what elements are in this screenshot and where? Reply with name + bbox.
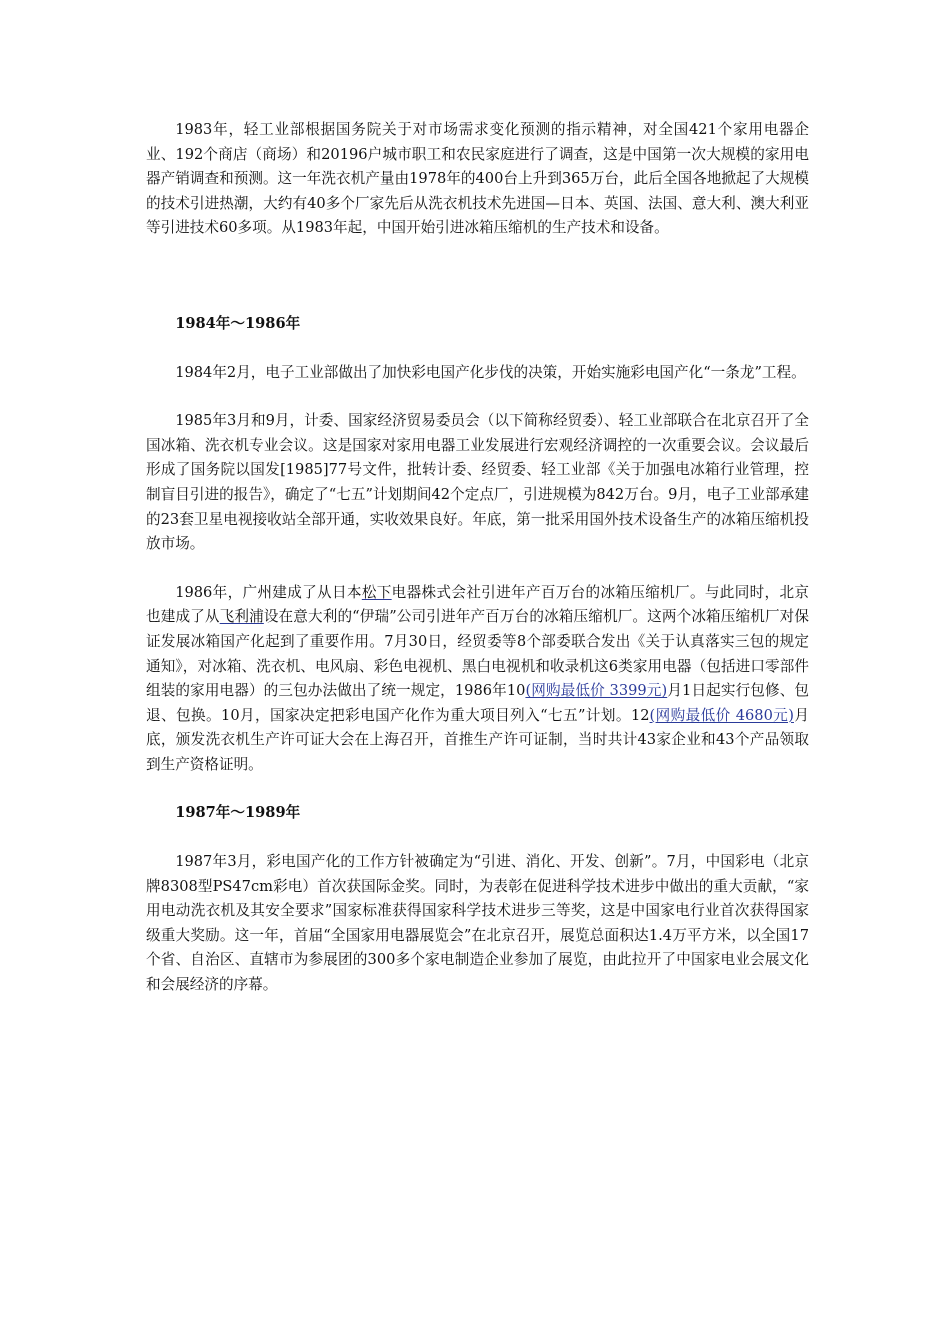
paragraph-1986-text-2: 电器株式会社引进年产百万台的冰箱压缩机厂。与此同时，北京也建成了从 (146, 583, 809, 626)
paragraph-1983: 1983年，轻工业部根据国务院关于对市场需求变化预测的指示精神，对全国421个家用电器企业、192个商店（商场）和20196户城市职工和农民家庭进行了调查，这是中国第一次大规模的家用电器产销调查和预测。这一年洗衣机产量由1978年的400台上升到365万台，此后全国各地掀起了大规模的技术引进热潮，大约有40多个厂家先后从洗衣机技术先进国—日本、英国、法国、意大利、澳大利亚等引进技术60多项。从1983年起，中国开始引进冰箱压缩机的生产技术和设备。 (146, 121, 809, 237)
paragraph-1986-text-4: 月1日起实行包修、包退、包换。10月，国家决定把彩电国产化作为重大项目列入“七五”计划。12 (146, 682, 810, 724)
paragraph-1987: 1987年3月，彩电国产化的工作方针被确定为“引进、消化、开发、创新”。7月，中国彩电（北京牌8308型PS47cm彩电）首次获国际金奖。同时，为表彰在促进科学技术进步中做出的重大贡献，“家用电动洗衣机及其安全要求”国家标准获得国家科学技术进步三等奖，这是中国家电行业首次获得国家级重大奖励。这一年，首届“全国家用电器展览会”在北京召开，展览总面积达1.4万平方米，以全国17个省、自治区、直辖市为参展团的300多个家电制造企业参加了展览，由此拉开了中国家电业会展文化和会展经济的序幕。 (146, 853, 809, 994)
paragraph-1986-text-1: 1986年，广州建成了从日本 (175, 583, 362, 601)
price-link-2[interactable]: (网购最低价 4680元) (649, 706, 794, 724)
paragraph-1985: 1985年3月和9月，计委、国家经济贸易委员会（以下简称经贸委）、轻工业部联合在北京召开了全国冰箱、洗衣机专业会议。这是国家对家用电器工业发展进行宏观经济调控的一次重要会议。会议最后形成了国务院以国发[1985]77号文件，批转计委、经贸委、轻工业部《关于加强电冰箱行业管理，控制盲目引进的报告》，确定了“七五”计划期间42个定点厂，引进规模为842万台。9月，电子工业部承建的23套卫星电视接收站全部开通，实收效果良好。年底，第一批采用国外技术设备生产的冰箱压缩机投放市场。 (146, 412, 809, 553)
spacer (146, 777, 809, 801)
paragraph-1984: 1984年2月，电子工业部做出了加快彩电国产化步伐的决策，开始实施彩电国产化“一条龙”工程。 (175, 363, 806, 381)
document-body (146, 118, 809, 998)
spacer (146, 337, 809, 361)
spacer (146, 385, 809, 409)
price-link-1[interactable]: (网购最低价 3399元) (525, 682, 668, 700)
spacer (146, 557, 809, 581)
section-heading-1987-1989: 1987年～1989年 (175, 804, 301, 822)
philips-link[interactable]: 飞利浦 (219, 608, 264, 626)
paragraph-1986 (146, 581, 809, 778)
spacer (146, 826, 809, 850)
paragraph-1986-text-3: 设在意大利的“伊瑞”公司引进年产百万台的冰箱压缩机厂。这两个冰箱压缩机厂对保证发展冰箱国产化起到了重要作用。7月30日，经贸委等8个部委联合发出《关于认真落实三包的规定通知》，对冰箱、洗衣机、电风扇、彩色电视机、黑白电视机和收录机这6类家用电器（包括进口零部件组装的家用电器）的三包办法做出了统一规定，1986年10 (146, 608, 809, 700)
section-spacer (146, 241, 809, 312)
paragraph-1986-text-5: 月底，颁发洗衣机生产许可证大会在上海召开，首推生产许可证制，当时共计43家企业和43个产品领取到生产资格证明。 (146, 706, 809, 773)
section-heading-1984-1986: 1984年～1986年 (175, 314, 301, 332)
panasonic-link[interactable]: 松下 (361, 583, 392, 601)
